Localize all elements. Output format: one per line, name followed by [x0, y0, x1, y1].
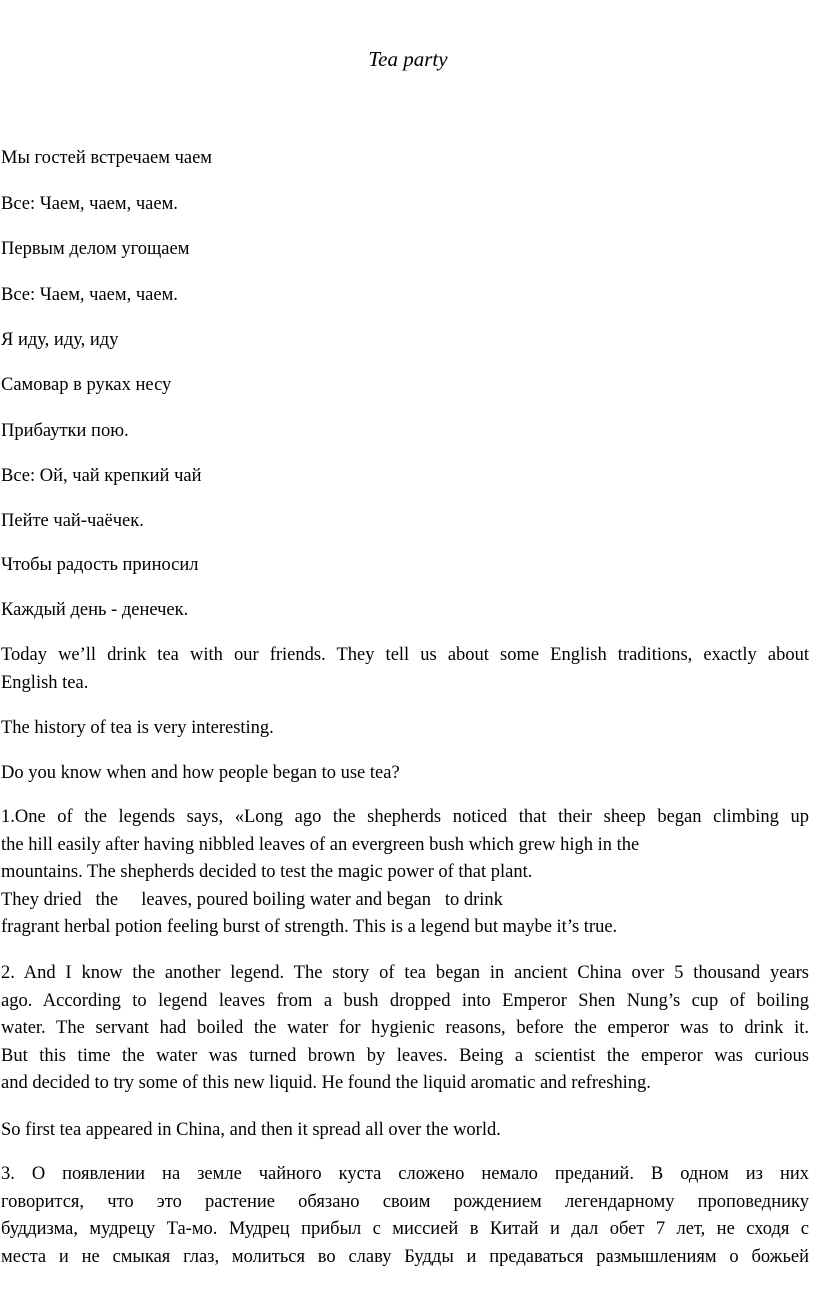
history-line: The history of tea is very interesting. [1, 718, 274, 738]
song-line: Все: Ой, чай крепкий чай [1, 466, 202, 486]
text-line: the hill easily after having nibbled leaves of an evergreen bush which grew high in the [1, 834, 640, 855]
text-line: water. The servant had boiled the water for hygienic reasons, before the emperor was to drink it. [1, 1018, 809, 1038]
text-line: mountains. The shepherds decided to test the magic power of that plant. [1, 862, 533, 882]
text-line: They dried the leaves, poured boiling water and began to drink [1, 889, 503, 910]
text-line: But this time the water was turned brown by leaves. Being a scientist the emperor was curious [1, 1045, 809, 1066]
song-line: Я иду, иду, иду [1, 330, 119, 350]
song-line: Чтобы радость приносил [1, 555, 199, 575]
text-line: говорится, что это растение обязано своим рождением легендарному проповеднику [1, 1191, 809, 1212]
text-line: места и не смыкая глаз, молиться во славу Будды и предаваться размышлениям о божьей [1, 1246, 809, 1267]
song-line: Пейте чай-чаёчек. [1, 511, 144, 531]
text-line: ago. According to legend leaves from a bush dropped into Emperor Shen Nung’s cup of boiling [1, 990, 809, 1011]
song-line: Все: Чаем, чаем, чаем. [1, 285, 178, 305]
song-line: Прибаутки пою. [1, 421, 129, 441]
song-line: Все: Чаем, чаем, чаем. [1, 194, 178, 214]
question-line: Do you know when and how people began to use tea? [1, 763, 400, 783]
song-line: Каждый день - денечек. [1, 600, 189, 620]
text-line: fragrant herbal potion feeling burst of strength. This is a legend but maybe it’s true. [1, 917, 618, 937]
text-line: 1.One of the legends says, «Long ago the shepherds noticed that their sheep began climbing up [1, 807, 809, 827]
song-line: Первым делом угощаем [1, 239, 190, 259]
legend-3-paragraph [1, 1161, 809, 1271]
page-title: Tea party [368, 47, 448, 71]
song-line: Мы гостей встречаем чаем [1, 148, 213, 168]
text-line: English tea. [1, 672, 89, 693]
legend-2-paragraph [1, 960, 809, 1098]
intro-paragraph [1, 642, 809, 697]
text-line: 3. О появлении на земле чайного куста сложено немало преданий. В одном из них [1, 1164, 809, 1184]
text-line: and decided to try some of this new liquid. He found the liquid aromatic and refreshing. [1, 1073, 651, 1093]
legend-1-paragraph [1, 804, 809, 942]
text-line: буддизма, мудрецу Та-мо. Мудрец прибыл с миссией в Китай и дал обет 7 лет, не сходя с [1, 1219, 809, 1239]
china-line: So first tea appeared in China, and then it spread all over the world. [1, 1120, 501, 1140]
text-line: Today we’ll drink tea with our friends. They tell us about some English traditions, exactly about [1, 645, 809, 665]
text-line: 2. And I know the another legend. The story of tea began in ancient China over 5 thousand years [1, 963, 809, 983]
song-line: Самовар в руках несу [1, 375, 172, 395]
